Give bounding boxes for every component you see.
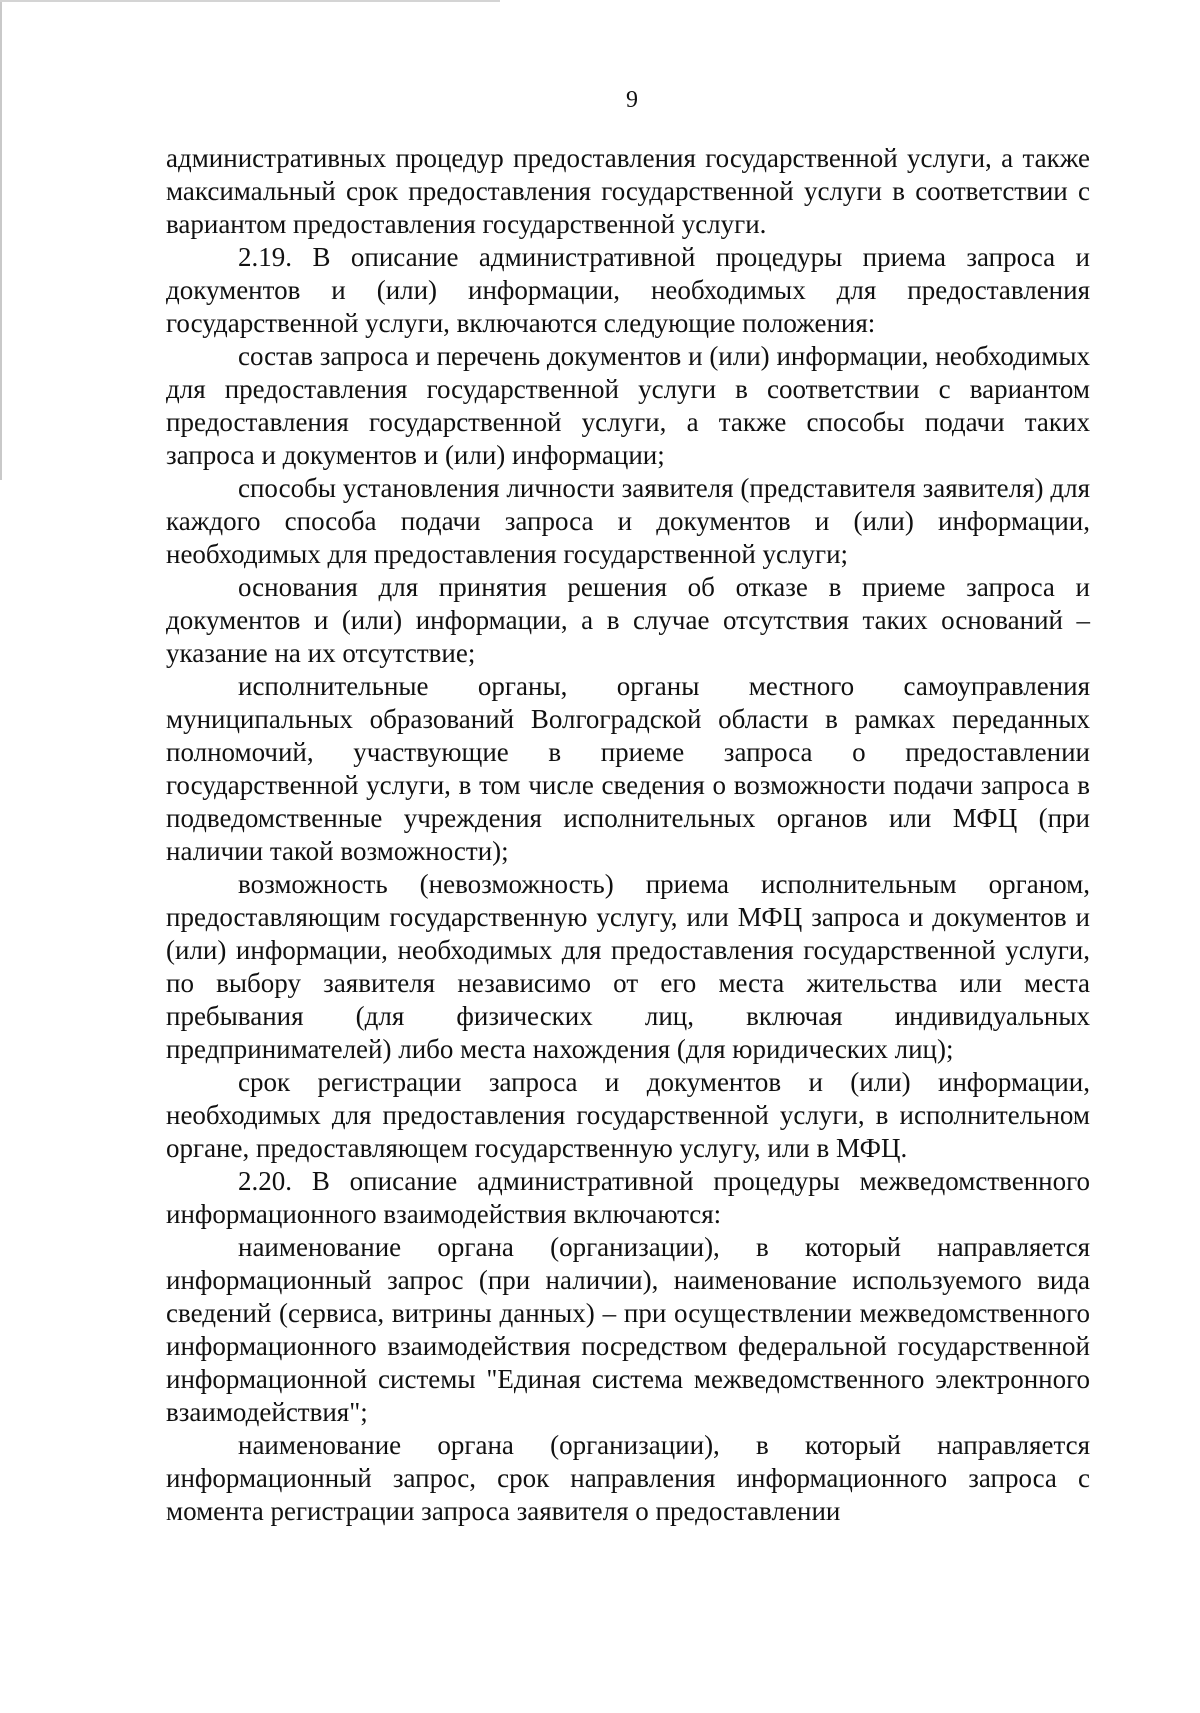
scan-edge-left (0, 0, 2, 480)
paragraph-extraterritorial-acceptance: возможность (невозможность) приема исполнительным органом, предоставляющим государственную услугу, или МФЦ запроса и документов и (или) информации, необходимых для предоставления государственной услуги, по выбору заявителя независимо от его места жительства или места пребывания (для физических лиц, включая индивидуальных предпринимателей) либо места нахождения (для юридических лиц); (166, 869, 1090, 1064)
document-body (166, 142, 1090, 1528)
paragraph-refusal-grounds: основания для принятия решения об отказе в приеме запроса и документов и (или) информации, а в случае отсутствия таких оснований – указание на их отсутствие; (166, 572, 1090, 668)
paragraph-2-19: 2.19. В описание административной процедуры приема запроса и документов и (или) информации, необходимых для предоставления государственной услуги, включаются следующие положения: (166, 242, 1090, 338)
paragraph-request-term: наименование органа (организации), в который направляется информационный запрос, срок направления информационного запроса с момента регистрации запроса заявителя о предоставлении (166, 1430, 1090, 1526)
paragraph-continuation: административных процедур предоставления государственной услуги, а также максимальный срок предоставления государственной услуги в соответствии с вариантом предоставления государственной услуги. (166, 143, 1090, 239)
paragraph-smev-request: наименование органа (организации), в который направляется информационный запрос (при наличии), наименование используемого вида сведений (сервиса, витрины данных) – при осуществлении межведомственного информационного взаимодействия посредством федеральной государственной информационной системы "Единая система межведомственного электронного взаимодействия"; (166, 1232, 1090, 1427)
paragraph-registration-term: срок регистрации запроса и документов и (или) информации, необходимых для предоставления государственной услуги, в исполнительном органе, предоставляющем государственную услугу, или в МФЦ. (166, 1067, 1090, 1163)
paragraph-participating-bodies: исполнительные органы, органы местного самоуправления муниципальных образований Волгоградской области в рамках переданных полномочий, участвующие в приеме запроса о предоставлении государственной услуги, в том числе сведения о возможности подачи запроса в подведомственные учреждения исполнительных органов или МФЦ (при наличии такой возможности); (166, 671, 1090, 866)
paragraph-request-composition: состав запроса и перечень документов и (или) информации, необходимых для предоставления государственной услуги в соответствии с вариантом предоставления государственной услуги, а также способы подачи таких запроса и документов и (или) информации; (166, 341, 1090, 470)
page-number: 9 (626, 87, 638, 113)
paragraph-2-20: 2.20. В описание административной процедуры межведомственного информационного взаимодействия включаются: (166, 1166, 1090, 1229)
paragraph-identity-methods: способы установления личности заявителя (представителя заявителя) для каждого способа подачи запроса и документов и (или) информации, необходимых для предоставления государственной услуги; (166, 473, 1090, 569)
scan-edge-top (0, 0, 500, 2)
